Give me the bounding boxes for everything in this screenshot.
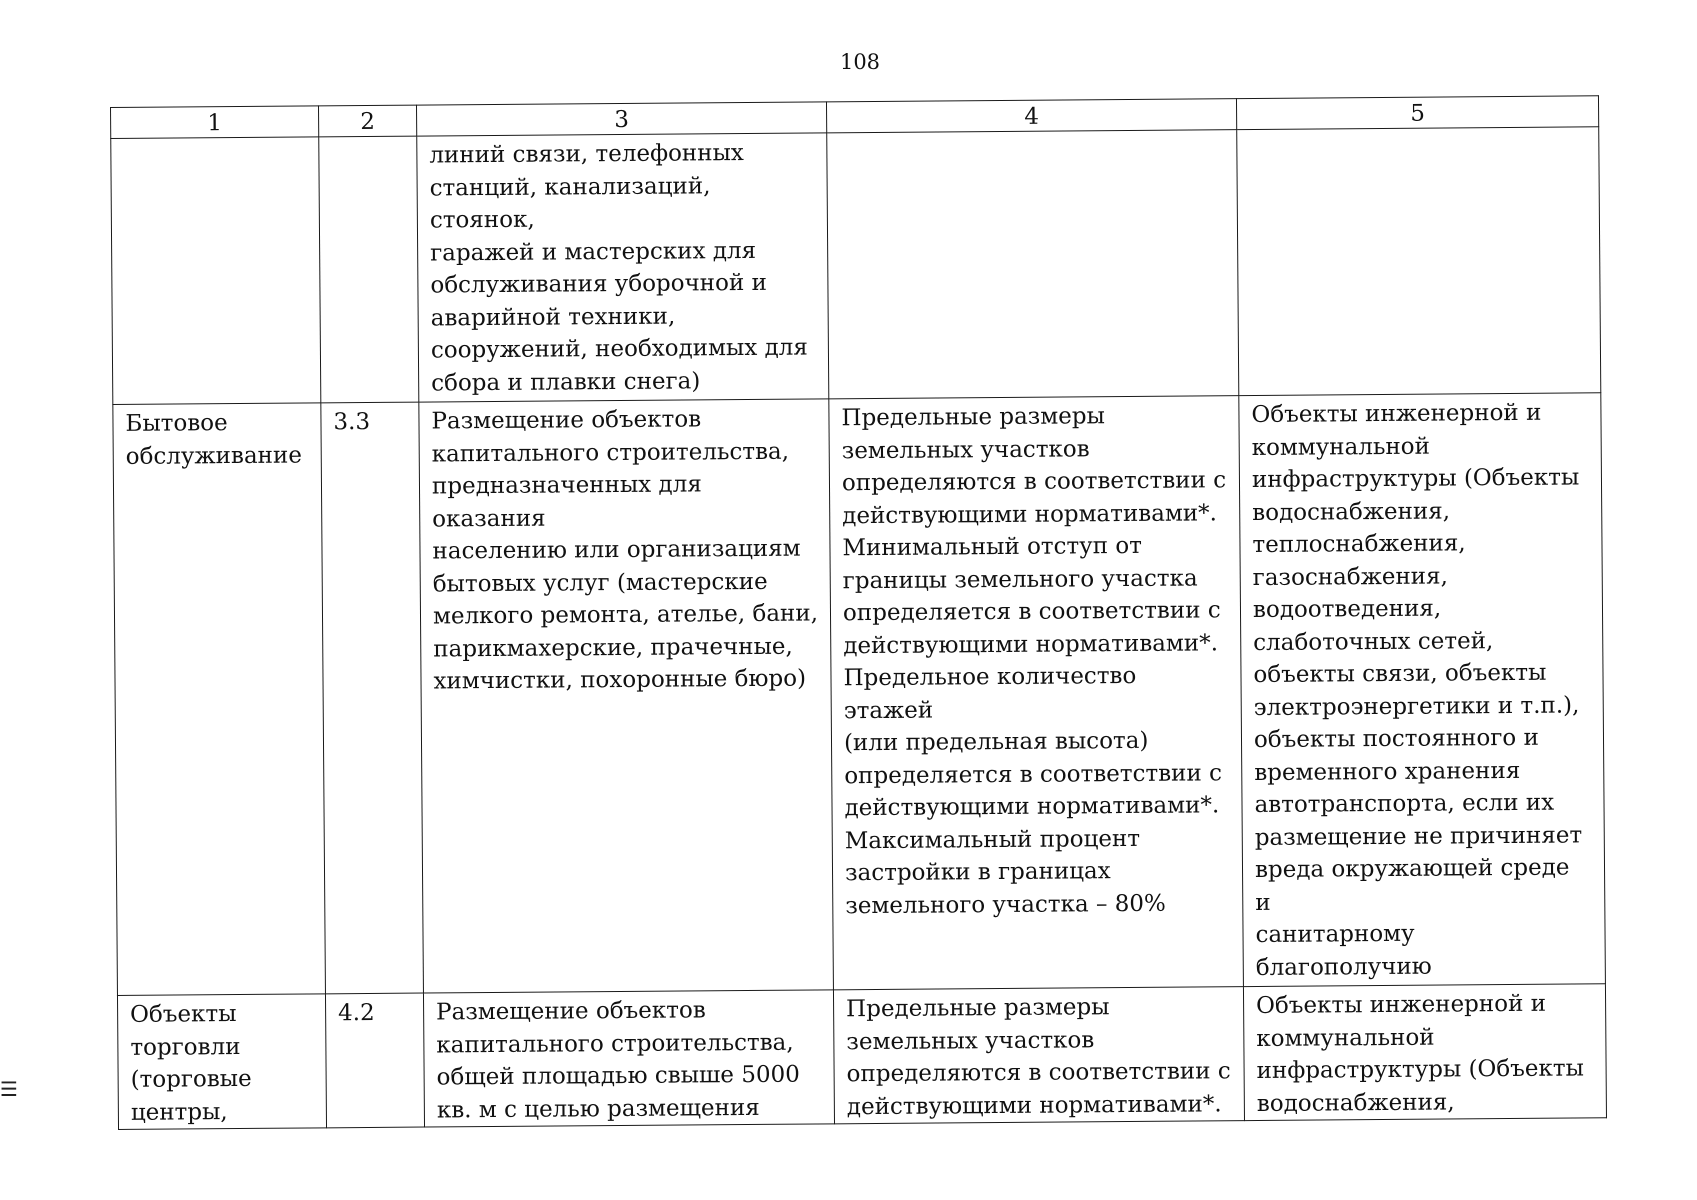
- cell-auxiliary: [1237, 127, 1601, 396]
- land-use-table: [110, 95, 1607, 1130]
- cell-code: 3.3: [321, 402, 424, 994]
- header-col-3: 3: [416, 102, 826, 136]
- page-number: 108: [839, 50, 881, 74]
- table-row: [117, 984, 1606, 1130]
- table-row: [113, 393, 1606, 996]
- header-col-1: 1: [111, 106, 319, 139]
- cell-description: Размещение объектов капитального строительства, общей площадью свыше 5000 кв. м с целью размещения: [423, 990, 834, 1127]
- cell-code: 4.2: [325, 993, 424, 1128]
- table-row: [111, 127, 1601, 405]
- cell-description: Размещение объектов капитального строительства, предназначенных для оказания населению или организациям бытовых услуг (мастерские мелкого ремонта, ателье, бани, парикмахерские, прачечные, химчистки, похоронные бюро): [419, 399, 834, 993]
- header-col-4: 4: [826, 99, 1236, 133]
- cell-description: линий связи, телефонных станций, канализаций, стоянок, гаражей и мастерских для обслуживания уборочной и аварийной техники, сооружений, необходимых для сбора и плавки снега): [417, 133, 829, 402]
- header-col-2: 2: [318, 105, 416, 137]
- cell-name: Бытовое обслуживание: [113, 403, 326, 996]
- cell-auxiliary: Объекты инженерной и коммунальной инфраструктуры (Объекты водоснабжения, теплоснабжения, газоснабжения, водоотведения, слаботочных сетей, объекты связи, объекты электроэнергетики и т.п.), объекты постоянного и временного хранения автотранспорта, если их размещение не причиняет вреда окружающей среде и санитарному благополучию: [1239, 393, 1606, 987]
- cell-parameters: [827, 130, 1239, 399]
- cell-code: [319, 136, 419, 403]
- cell-auxiliary: Объекты инженерной и коммунальной инфраструктуры (Объекты водоснабжения,: [1243, 984, 1606, 1121]
- header-col-5: 5: [1236, 96, 1598, 130]
- cell-parameters: Предельные размеры земельных участков определяются в соответствии с действующими нормативами*. Минимальный отступ от границы земельного участка определяется в соответствии с действующими нормативами*. Предельное количество этажей (или предельная высота) определяется в соответствии с действующими нормативами*. Максимальный процент застройки в границах земельного участка – 80%: [829, 396, 1244, 990]
- margin-mark-icon: ☰: [0, 1077, 18, 1101]
- cell-name: [111, 137, 321, 405]
- cell-name: Объекты торговли (торговые центры,: [117, 994, 326, 1130]
- cell-parameters: Предельные размеры земельных участков определяются в соответствии с действующими нормативами*.: [833, 987, 1244, 1124]
